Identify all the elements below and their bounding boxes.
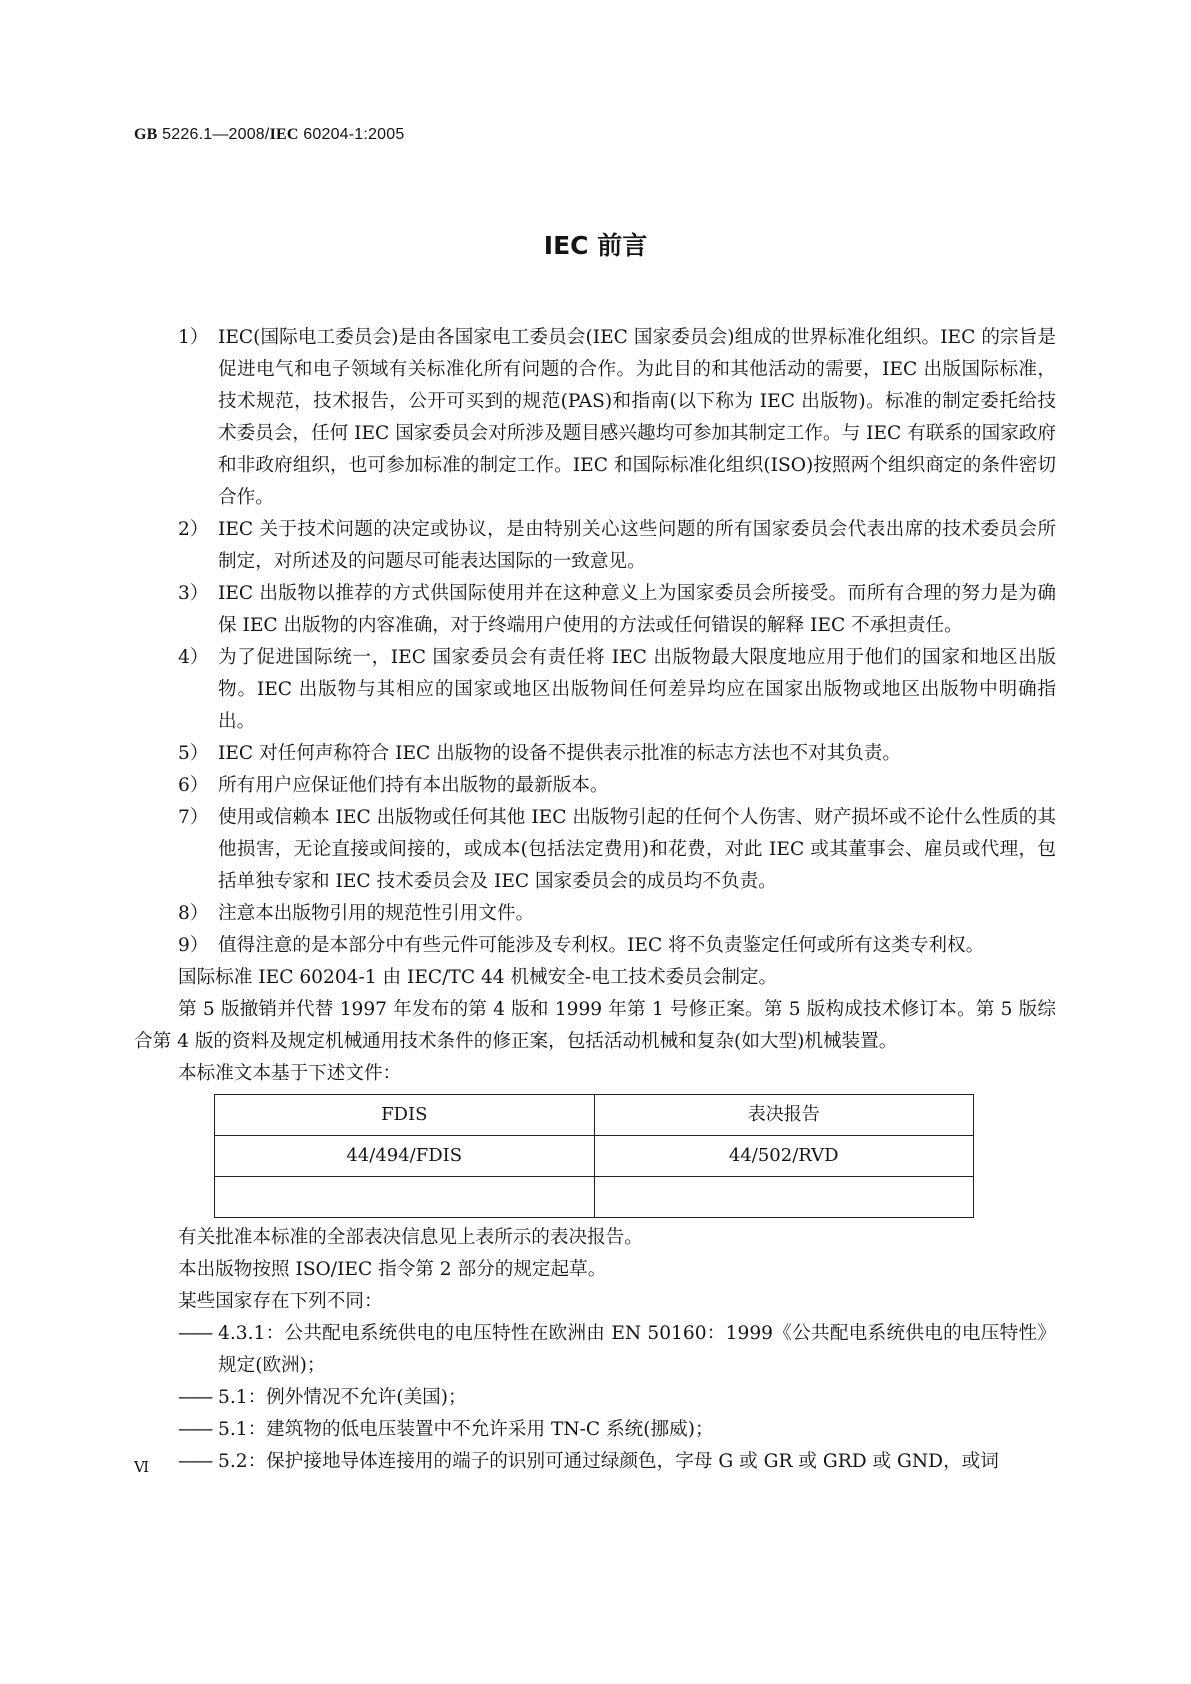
dash-marker: —— — [178, 1323, 212, 1344]
voting-documents-table — [214, 1094, 974, 1218]
table-cell: 44/502/RVD — [594, 1136, 974, 1177]
item-number: 4） — [178, 647, 209, 668]
page-title: IEC 前言 — [543, 231, 648, 260]
table-cell — [215, 1177, 595, 1218]
difference-text: 5.1：例外情况不允许(美国)； — [218, 1387, 467, 1408]
item-text: IEC 对任何声称符合 IEC 出版物的设备不提供表示批准的标志方法也不对其负责。 — [218, 743, 902, 764]
difference-item-3 — [134, 1414, 1056, 1446]
item-number: 8） — [178, 903, 209, 924]
table-row — [215, 1136, 974, 1177]
item-number: 1） — [178, 327, 209, 348]
list-item-4 — [134, 642, 1056, 738]
table-header-row — [215, 1095, 974, 1136]
paragraph-differences: 某些国家存在下列不同： — [178, 1291, 383, 1312]
foreword-body — [134, 322, 1056, 1478]
table-header-vote-report: 表决报告 — [594, 1095, 974, 1136]
iec-number: 60204-1:2005 — [298, 126, 405, 143]
item-number: 6） — [178, 775, 209, 796]
item-number: 2） — [178, 519, 209, 540]
item-number: 3） — [178, 583, 209, 604]
list-item-5 — [134, 738, 1056, 770]
list-item-9 — [134, 930, 1056, 962]
item-number: 9） — [178, 935, 209, 956]
table-header-fdis: FDIS — [215, 1095, 595, 1136]
difference-text: 4.3.1：公共配电系统供电的电压特性在欧洲由 EN 50160：1999《公共配电系统供电的电压特性》规定(欧洲)； — [218, 1323, 1056, 1376]
list-item-6 — [134, 770, 1056, 802]
item-text: IEC 出版物以推荐的方式供国际使用并在这种意义上为国家委员会所接受。而所有合理的努力是为确保 IEC 出版物的内容准确，对于终端用户使用的方法或任何错误的解释 IEC 不承担责任。 — [218, 583, 1056, 636]
table-cell — [594, 1177, 974, 1218]
paragraph-based-on: 本标准文本基于下述文件： — [178, 1063, 402, 1084]
item-text: IEC 关于技术问题的决定或协议，是由特别关心这些问题的所有国家委员会代表出席的技术委员会所制定，对所述及的问题尽可能表达国际的一致意见。 — [218, 519, 1056, 572]
paragraph-drafting: 本出版物按照 ISO/IEC 指令第 2 部分的规定起草。 — [178, 1259, 607, 1280]
table-cell: 44/494/FDIS — [215, 1136, 595, 1177]
dash-marker: —— — [178, 1419, 212, 1440]
difference-item-2 — [134, 1382, 1056, 1414]
item-text: 值得注意的是本部分中有些元件可能涉及专利权。IEC 将不负责鉴定任何或所有这类专利权。 — [218, 935, 985, 956]
difference-item-1 — [134, 1318, 1056, 1382]
difference-item-4 — [134, 1446, 1056, 1478]
item-number: 5） — [178, 743, 209, 764]
list-item-8 — [134, 898, 1056, 930]
page-number: Ⅵ — [134, 1458, 150, 1476]
code-prefix: GB — [134, 126, 158, 143]
code-number: 5226.1—2008/ — [157, 126, 270, 143]
item-text: IEC(国际电工委员会)是由各国家电工委员会(IEC 国家委员会)组成的世界标准化组织。IEC 的宗旨是促进电气和电子领域有关标准化所有问题的合作。为此目的和其他活动的需要，IEC 出版国际标准，技术规范，技术报告，公开可买到的规范(PAS)和指南(以下称为 IEC 出版物)。标准的制定委托给技术委员会，任何 IEC 国家委员会对所涉及题目感兴趣均可参加其制定工作。与 IEC 有联系的国家政府和非政府组织，也可参加标准的制定工作。IEC 和国际标准化组织(ISO)按照两个组织商定的条件密切合作。 — [218, 327, 1056, 508]
item-number: 7） — [178, 807, 209, 828]
standard-code-header — [134, 126, 404, 144]
list-item-3 — [134, 578, 1056, 642]
list-item-1 — [134, 322, 1056, 514]
list-item-7 — [134, 802, 1056, 898]
item-text: 注意本出版物引用的规范性引用文件。 — [218, 903, 535, 924]
table-row — [215, 1177, 974, 1218]
difference-text: 5.1：建筑物的低电压装置中不允许采用 TN-C 系统(挪威)； — [218, 1419, 714, 1440]
paragraph-vote-info: 有关批准本标准的全部表决信息见上表所示的表决报告。 — [178, 1227, 643, 1248]
list-item-2 — [134, 514, 1056, 578]
item-text: 为了促进国际统一，IEC 国家委员会有责任将 IEC 出版物最大限度地应用于他们的国家和地区出版物。IEC 出版物与其相应的国家或地区出版物间任何差异均应在国家出版物或地区出版物中明确指出。 — [218, 647, 1056, 732]
paragraph-committee: 国际标准 IEC 60204-1 由 IEC/TC 44 机械安全-电工技术委员会制定。 — [178, 967, 778, 988]
dash-marker: —— — [178, 1451, 212, 1472]
dash-marker: —— — [178, 1387, 212, 1408]
item-text: 使用或信赖本 IEC 出版物或任何其他 IEC 出版物引起的任何个人伤害、财产损坏或不论什么性质的其他损害，无论直接或间接的，或成本(包括法定费用)和花费，对此 IEC 或其董事会、雇员或代理，包括单独专家和 IEC 技术委员会及 IEC 国家委员会的成员均不负责。 — [218, 807, 1056, 892]
iec-prefix: IEC — [269, 126, 299, 143]
item-text: 所有用户应保证他们持有本出版物的最新版本。 — [218, 775, 609, 796]
paragraph-edition: 第 5 版撤销并代替 1997 年发布的第 4 版和 1999 年第 1 号修正案。第 5 版构成技术修订本。第 5 版综合第 4 版的资料及规定机械通用技术条件的修正案，包括活动机械和复杂(如大型)机械装置。 — [134, 999, 1056, 1052]
difference-text: 5.2：保护接地导体连接用的端子的识别可通过绿颜色，字母 G 或 GR 或 GRD 或 GND，或词 — [218, 1451, 999, 1472]
